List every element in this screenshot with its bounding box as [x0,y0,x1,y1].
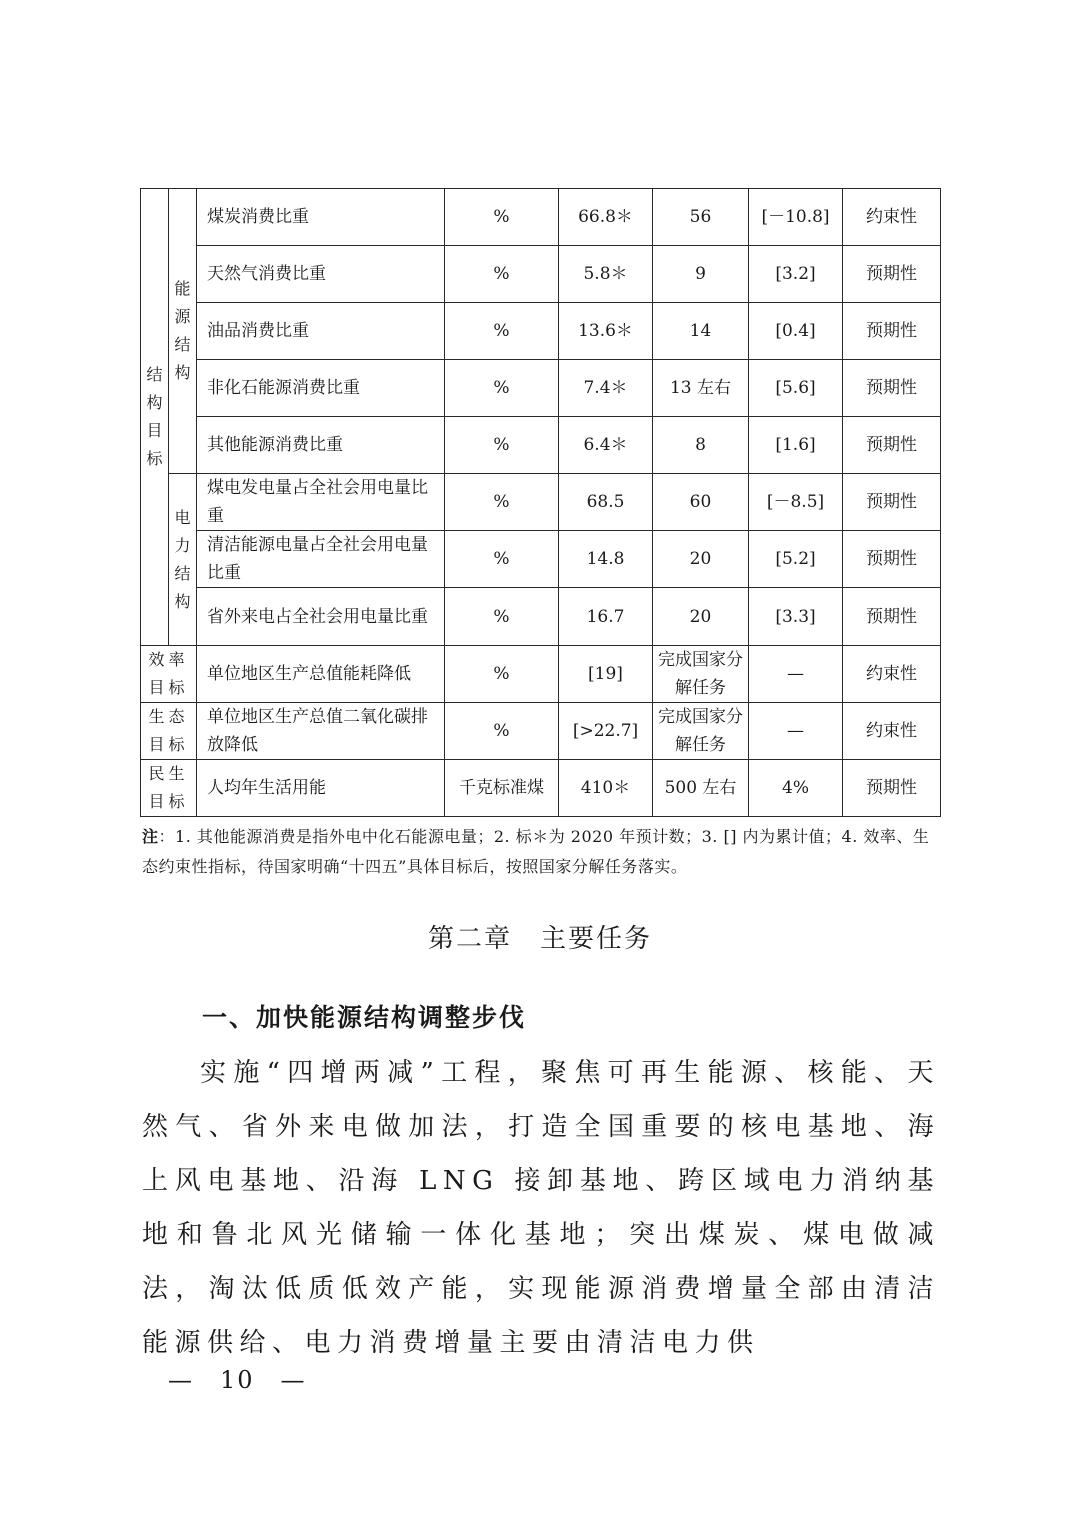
indicator-change: [5.6] [749,360,843,417]
indicator-target: 14 [653,303,749,360]
indicator-base: [>22.7] [559,703,653,760]
section-heading: 一、加快能源结构调整步伐 [202,1003,527,1032]
indicator-base: 13.6＊ [559,303,653,360]
indicator-type: 预期性 [843,417,941,474]
energy-structure-cell [169,189,197,474]
indicator-type: 约束性 [843,703,941,760]
indicator-change: — [749,646,843,703]
indicator-change: [0.4] [749,303,843,360]
table-row [141,189,941,246]
indicator-base: 7.4＊ [559,360,653,417]
indicator-unit: % [445,703,559,760]
footnote-label: 注 [142,827,159,846]
indicator-target: 13 左右 [653,360,749,417]
indicator-type: 预期性 [843,760,941,817]
indicator-base: 16.7 [559,588,653,646]
indicator-target: 完成国家分解任务 [653,646,749,703]
indicator-target: 500 左右 [653,760,749,817]
indicator-unit: 千克标准煤 [445,760,559,817]
indicator-change: [1.6] [749,417,843,474]
page-number: — 10 — [168,1366,307,1394]
indicator-type: 预期性 [843,531,941,588]
table-row [141,703,941,760]
indicator-type: 预期性 [843,360,941,417]
indicator-name: 煤炭消费比重 [197,189,445,246]
indicator-name: 非化石能源消费比重 [197,360,445,417]
table-row [141,588,941,646]
indicator-name: 其他能源消费比重 [197,417,445,474]
indicator-base: 68.5 [559,474,653,531]
table-footnote [142,822,942,882]
indicator-base: 5.8＊ [559,246,653,303]
indicator-base: 6.4＊ [559,417,653,474]
indicator-type: 预期性 [843,474,941,531]
indicator-base: [19] [559,646,653,703]
indicator-target: 完成国家分解任务 [653,703,749,760]
targets-table-container [140,188,940,817]
indicator-name: 人均年生活用能 [197,760,445,817]
table-row [141,360,941,417]
table-row [141,531,941,588]
table-row [141,303,941,360]
footnote-text: ：1. 其他能源消费是指外电中化石能源电量；2. 标＊为 2020 年预计数；3. [] 内为累计值；4. 效率、生态约束性指标，待国家明确“十四五”具体目标后，按照国家分解任务落实。 [142,827,930,876]
indicator-type: 预期性 [843,303,941,360]
targets-table [140,188,941,817]
indicator-unit: % [445,360,559,417]
table-row [141,474,941,531]
indicator-type: 约束性 [843,189,941,246]
indicator-unit: % [445,417,559,474]
indicator-change: [－10.8] [749,189,843,246]
indicator-name: 清洁能源电量占全社会用电量比重 [197,531,445,588]
energy-structure-label: 能源结构 [174,279,191,382]
table-row [141,646,941,703]
chapter-title: 第二章 主要任务 [427,924,652,954]
indicator-target: 9 [653,246,749,303]
indicator-name: 单位地区生产总值能耗降低 [197,646,445,703]
indicator-name: 单位地区生产总值二氧化碳排放降低 [197,703,445,760]
indicator-name: 天然气消费比重 [197,246,445,303]
table-row [141,246,941,303]
indicator-unit: % [445,646,559,703]
indicator-unit: % [445,189,559,246]
indicator-change: 4% [749,760,843,817]
indicator-change: [3.3] [749,588,843,646]
livelihood-category-cell: 民生目标 [141,760,197,817]
indicator-target: 60 [653,474,749,531]
indicator-type: 预期性 [843,246,941,303]
indicator-type: 约束性 [843,646,941,703]
indicator-unit: % [445,531,559,588]
indicator-target: 20 [653,588,749,646]
indicator-change: [5.2] [749,531,843,588]
indicator-base: 66.8＊ [559,189,653,246]
table-row [141,417,941,474]
indicator-base: 14.8 [559,531,653,588]
indicator-change: — [749,703,843,760]
power-structure-cell [169,474,197,646]
indicator-name: 油品消费比重 [197,303,445,360]
indicator-change: [－8.5] [749,474,843,531]
indicator-name: 煤电发电量占全社会用电量比重 [197,474,445,531]
indicator-target: 20 [653,531,749,588]
indicator-unit: % [445,474,559,531]
indicator-change: [3.2] [749,246,843,303]
body-paragraph: 实施“四增两减”工程，聚焦可再生能源、核能、天然气、省外来电做加法，打造全国重要的核电基地、海上风电基地、沿海 LNG 接卸基地、跨区域电力消纳基地和鲁北风光储输一体化基地；突出煤炭、煤电做减法，淘汰低质低效产能，实现能源消费增量全部由清洁能源供给、电力消费增量主要由清洁电力供 [142,1058,940,1358]
indicator-name: 省外来电占全社会用电量比重 [197,588,445,646]
structure-category-label: 结构目标 [146,365,163,468]
table-row [141,760,941,817]
indicator-unit: % [445,303,559,360]
structure-category-cell [141,189,169,646]
power-structure-label: 电力结构 [174,507,191,611]
indicator-base: 410＊ [559,760,653,817]
indicator-unit: % [445,246,559,303]
ecology-category-cell: 生态目标 [141,703,197,760]
indicator-unit: % [445,588,559,646]
indicator-target: 8 [653,417,749,474]
indicator-target: 56 [653,189,749,246]
indicator-type: 预期性 [843,588,941,646]
efficiency-category-cell: 效率目标 [141,646,197,703]
